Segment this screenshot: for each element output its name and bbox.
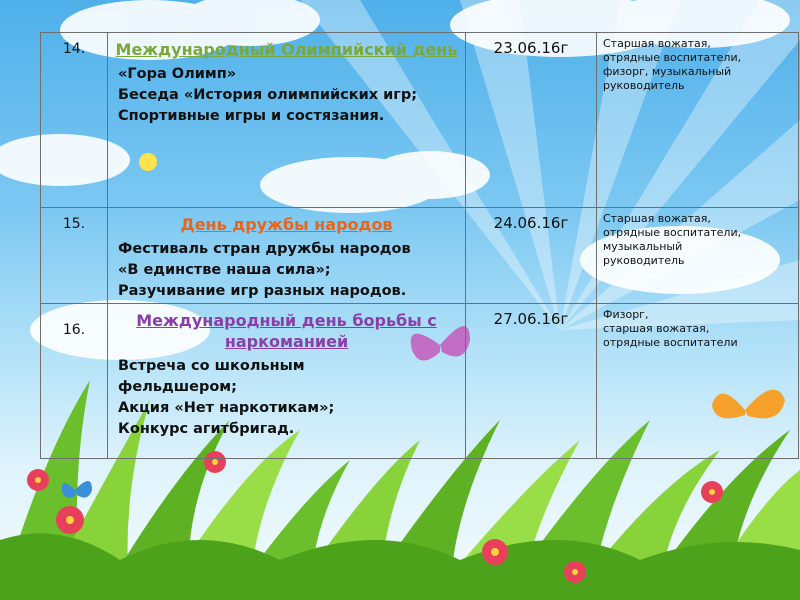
row-number: 15.: [41, 208, 108, 304]
responsible-line: Старшая вожатая,: [603, 212, 711, 225]
responsible-line: физорг, музыкальный: [603, 65, 732, 78]
responsible-line: руководитель: [603, 79, 685, 92]
responsible-line: старшая вожатая,: [603, 322, 710, 335]
responsible-line: отрядные воспитатели,: [603, 226, 742, 239]
event-date: 27.06.16г: [466, 304, 597, 459]
event-date: 23.06.16г: [466, 33, 597, 208]
responsible-line: Старшая вожатая,: [603, 37, 711, 50]
event-title: День дружбы народов: [180, 215, 393, 234]
event-cell: [108, 304, 466, 459]
row-number: 14.: [41, 33, 108, 208]
event-cell: [108, 208, 466, 304]
responsible-line: отрядные воспитатели,: [603, 51, 742, 64]
event-date: 24.06.16г: [466, 208, 597, 304]
event-line: Спортивные игры и состязания.: [118, 108, 385, 124]
event-line: Беседа «История олимпийских игр;: [118, 87, 418, 103]
responsible-cell: [597, 208, 799, 304]
event-line: Фестиваль стран дружбы народов: [118, 241, 411, 257]
responsible-line: руководитель: [603, 254, 685, 267]
event-line: Конкурс агитбригад.: [118, 421, 295, 437]
event-line: Акция «Нет наркотикам»;: [118, 400, 335, 416]
event-cell: [108, 33, 466, 208]
responsible-line: отрядные воспитатели: [603, 336, 738, 349]
event-line: «Гора Олимп»: [118, 66, 237, 82]
event-title: Международный Олимпийский день: [115, 40, 458, 59]
table-row: [41, 208, 799, 304]
responsible-cell: [597, 33, 799, 208]
responsible-line: музыкальный: [603, 240, 683, 253]
responsible-cell: [597, 304, 799, 459]
row-number: 16.: [41, 304, 108, 459]
event-line: Встреча со школьным: [118, 358, 305, 374]
responsible-line: Физорг,: [603, 308, 649, 321]
event-line: «В единстве наша сила»;: [118, 262, 331, 278]
table-row: [41, 33, 799, 208]
event-line: Разучивание игр разных народов.: [118, 283, 407, 299]
events-table: [40, 32, 799, 459]
event-title: Международный день борьбы с наркоманией: [136, 311, 437, 351]
table-row: [41, 304, 799, 459]
event-line: фельдшером;: [118, 379, 237, 395]
